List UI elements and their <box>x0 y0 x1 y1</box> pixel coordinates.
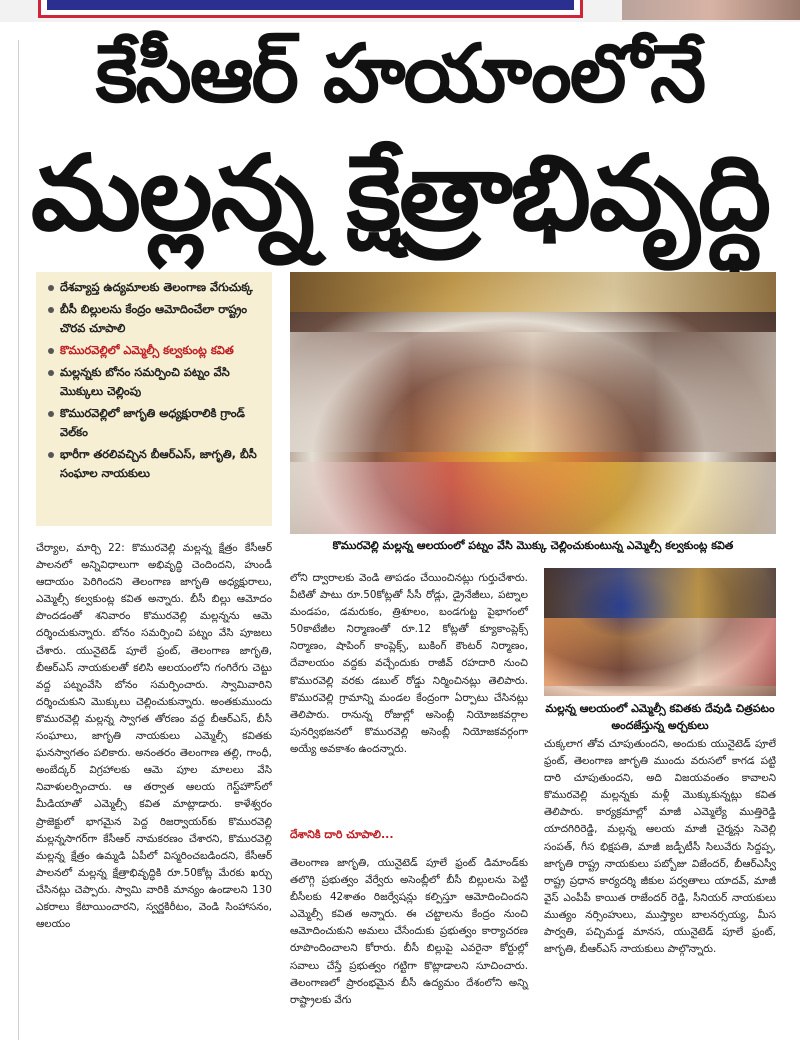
masthead-photo-fragment <box>622 0 800 20</box>
article-text: చేర్యాల, మార్చి 22: కొమురవెల్లి మల్లన్న క్షేత్రం కేసీఆర్ పాలనలో అన్నివిధాలుగా అభివృద్ధి చెందిందని, హుండీ ఆదాయం పెరిగిందని తెలంగాణ జాగృతి అధ్యక్షురాలు, ఎమ్మెల్సీ కల్వకుంట్ల కవిత అన్నారు. బీసీ బిల్లు ఆమోదం పొందడంతో శనివారం కొమురవెల్లి మల్లన్నను ఆమె దర్శించుకున్నారు. బోనం సమర్పించి పట్నం వేసి పూజలు చేశారు. యునైటెడ్ పూలే ఫ్రంట్, తెలంగాణ జాగృతి, బీఆర్ఎస్ నాయకులతో కలిసి ఆలయంలోని గంగిరేగు చెట్టు వద్ద పట్నంవేసి బోనం సమర్పించారు. స్వామివారిని దర్శించుకుని మొక్కులు చెల్లించుకున్నారు. అంతకుముందు కొమురవెల్లి మల్లన్న స్వాగత తోరణం వద్ద బీఆర్ఎస్, బీసీ సంఘాలు, జాగృతి నాయకులు ఎమ్మెల్సీ కవితకు ఘనస్వాగతం పలికారు. అనంతరం తెలంగాణ తల్లి, గాంధీ, అంబేద్కర్ విగ్రహాలకు ఆమె పూల మాలలు వేసి నివాళులర్పించారు. ఆ తర్వాత ఆలయ గెస్ట్‌హౌస్‌లో మీడియాతో ఎమ్మెల్సీ కవిత మాట్లాడారు. కాళేశ్వరం ప్రాజెక్టులో భాగమైన పెద్ద రిజర్వాయర్‌కు కొమురవెల్లి మల్లన్నసాగర్‌గా కేసీఆర్ నామకరణం చేశారని, కొమురవెల్లి మల్లన్న క్షేత్రం ఉమ్మడి ఏపీలో విస్మరించబడిందని, కేసీఆర్ పాలనలో మల్లన్న క్షేత్రాభివృద్ధికి రూ.50కోట్ల మేరకు ఖర్చు చేసినట్లు చెప్పారు. స్వామి వారికి మాన్యం ఉండాలని 130 ఎకరాలు కేటాయించారని, స్వర్ణకిరీటం, వెండి సింహాసనం, ఆలయం <box>36 542 272 931</box>
article-column <box>290 855 528 1009</box>
article-column <box>290 570 528 758</box>
photo-band <box>290 272 776 312</box>
highlight-item: బీసీ బిల్లులను కేంద్రం ఆమోదించేలా రాష్ట్రం చొరవ చూపాలి <box>46 300 266 338</box>
photo-band <box>290 462 776 534</box>
headline-line-1: కేసీఆర్ హయాంలోనే <box>95 27 705 120</box>
section-subhead: దేశానికి దారి చూపాలి... <box>290 828 394 841</box>
photo-caption: కొమురవెల్లి మల్లన్న ఆలయంలో పట్నం వేసి మొక్కు చెల్లించుకుంటున్న ఎమ్మెల్సీ కల్వకుంట్ల కవిత <box>332 539 734 552</box>
highlight-item: భారీగా తరలివచ్చిన బీఆర్ఎస్, జాగృతి, బీసీ సంఘాల నాయకులు <box>46 445 266 483</box>
highlights-box <box>36 272 272 526</box>
photo-band <box>544 568 776 618</box>
article-text: లోని ద్వారాలకు వెండి తాపడం చేయించినట్లు గుర్తుచేశారు. వీటితో పాటు రూ.50కోట్లతో సీసీ రోడ్లు, డ్రైనేజీలు, పట్నాల మండపం, డమరుకం, త్రిశూలం, బండగుట్ట పైభాగంలో 50కాటేజీల నిర్మాణంతో రూ.12 కోట్లతో క్యూకాంప్లెక్స్ నిర్మాణం, షాపింగ్ కాంప్లెక్స్, బుకింగ్ కౌంటర్ నిర్మాణం, దేవాలయం వద్దకు వచ్చేందుకు రాజీవ్ రహదారి నుంచి కొమురవెల్లి వరకు డబుల్ రోడ్డు నిర్మించినట్లు తెలిపారు. కొమురవెల్లి గ్రామాన్ని మండల కేంద్రంగా ఏర్పాటు చేసినట్లు తెలిపారు. రానున్న రోజుల్లో అసెంబ్లీ నియోజకవర్గాల పునర్విభజనలో కొమురవెల్లి అసెంబ్లీ నియోజకవర్గంగా అయ్యే అవకాశం ఉందన్నారు. <box>290 572 528 755</box>
photo-caption: మల్లన్న ఆలయంలో ఎమ్మెల్సీ కవితకు దేవుడి చిత్రపటం అందజేస్తున్న అర్చకులు <box>545 702 775 732</box>
highlight-item: మల్లన్నకు బోనం సమర్పించి పట్నం వేసి మొక్కులు చెల్లింపు <box>46 363 266 401</box>
highlight-item: దేశవ్యాప్త ఉద్యమాలకు తెలంగాణ వేగుచుక్క <box>46 278 266 297</box>
masthead-strip <box>0 0 800 22</box>
photo-band <box>290 332 776 452</box>
deity-portrait-photo <box>544 568 776 696</box>
headline-line-2: మల్లన్న క్షేత్రాభివృద్ధి <box>30 132 770 254</box>
article-column <box>544 736 776 958</box>
highlight-item: కొమురవెల్లిలో ఎమ్మెల్సీ కల్వకుంట్ల కవిత <box>46 341 266 360</box>
highlight-item: కొమురవెల్లిలో జాగృతి అధ్యక్షురాలికి గ్రాండ్ వెల్‌కం <box>46 404 266 442</box>
article-text: తెలంగాణ జాగృతి, యునైటెడ్ పూలే ఫ్రంట్ డిమాండ్‌కు తలొగ్గి ప్రభుత్వం వేర్వేరు అసెంబ్లీలో బీసీ బిల్లులను పెట్టి బీసీలకు 42శాతం రిజర్వేషన్లు కల్పిస్తూ ఆమోదించిందని ఎమ్మెల్సీ కవిత అన్నారు. ఈ చట్టాలను కేంద్రం నుంచి ఆమోదించుకుని అమలు చేసేందుకు ప్రభుత్వం కార్యాచరణ రూపొందించాలని కోరారు. బీసీ బిల్లుపై ఎవరైనా కోర్టుల్లో సవాలు చేస్తే ప్రభుత్వం గట్టిగా కొట్లాడాలని సూచించారు. తెలంగాణలో ప్రారంభమైన బీసీ ఉద్యమం దేశంలోని అన్ని రాష్ట్రాలకు వేగు <box>290 857 528 1006</box>
masthead-bar <box>47 0 574 10</box>
photo-band <box>544 618 776 686</box>
article-text: చుక్కలాగ తోవ చూపుతుందని, అందుకు యునైటెడ్ పూలే ఫ్రంట్, తెలంగాణ జాగృతి ముందు వరుసలో కాగడ పట్టి దారి చూపుతుందని, అది విజయవంతం కావాలని కొమురవెల్లి మల్లన్నకు మళ్లీ మొక్కుకున్నట్లు కవిత తెలిపారు. కార్యక్రమాల్లో మాజీ ఎమ్మెల్యే ముత్తిరెడ్డి యాదగిరిరెడ్డి, మల్లన్న ఆలయ మాజీ చైర్మన్లు సెవెల్లి సంపత్, గీస భిక్షపతి, మాజీ జడ్పీటీసీ సిలువేరు సిద్దప్ప, జాగృతి రాష్ట్ర నాయకులు పబ్బోజు విజేందర్, బీఆర్ఎస్వీ రాష్ట్ర ప్రధాన కార్యదర్శి జీకుల పర్వతాలు యాదవ్, మాజీ వైస్ ఎంపీపీ కాయిత రాజేందర్ రెడ్డి, సీనియర్ నాయకులు ముత్యం నర్సింహులు, ముస్త్యాల బాలనర్సయ్య, మీస పార్వతి, పచ్చిమడ్డ మానస, యునైటెడ్ పూలే ఫ్రంట్, జాగృతి, బీఆర్ఎస్ నాయకులు పాల్గొన్నారు. <box>544 738 776 956</box>
article-column <box>36 540 272 933</box>
temple-ritual-photo <box>290 272 776 534</box>
